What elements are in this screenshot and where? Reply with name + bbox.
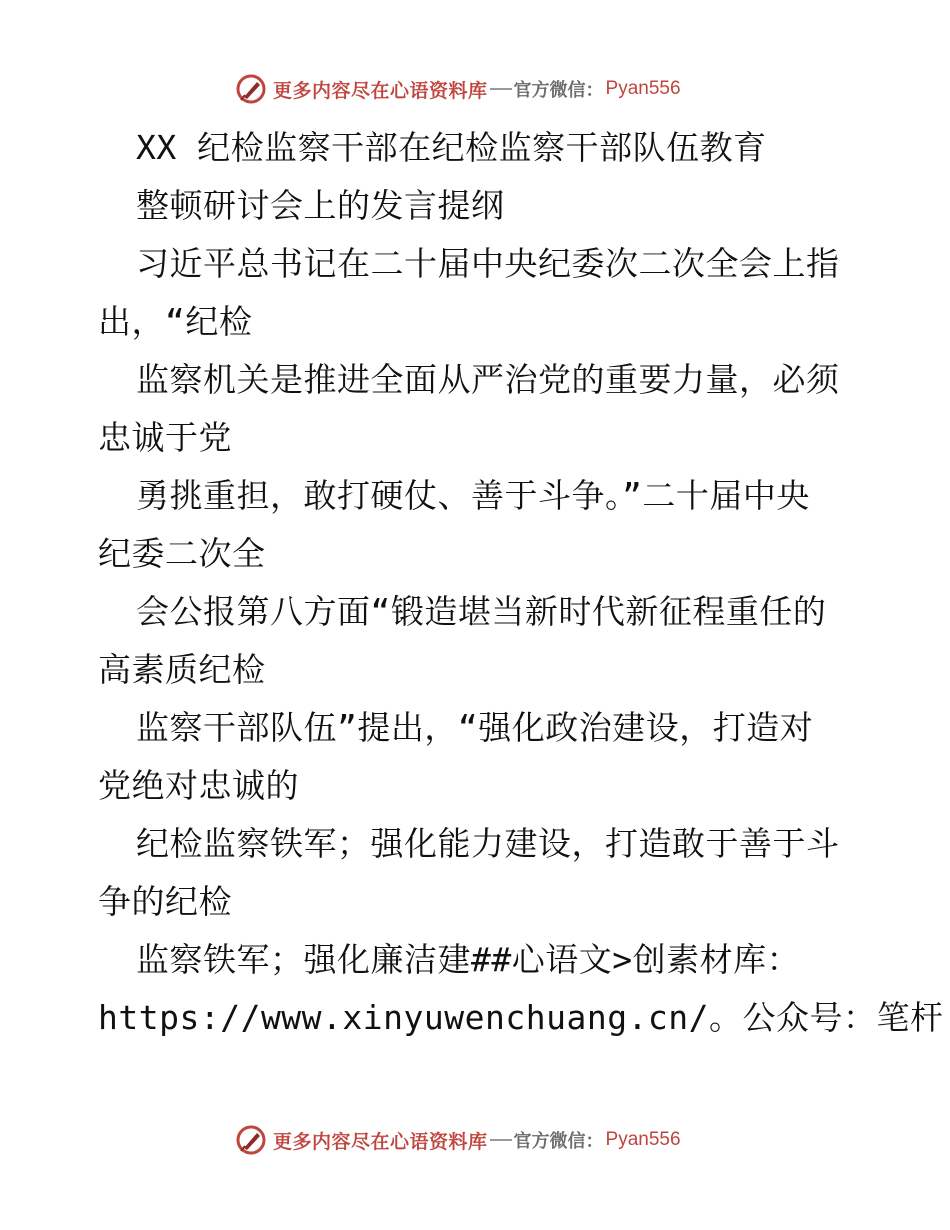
body-line: 争的纪检: [98, 882, 232, 921]
body-line: 党绝对忠诚的: [98, 766, 299, 805]
body-line: 习近平总书记在二十届中央纪委次二次全会上指: [136, 244, 840, 283]
watermark-id: Pyan556: [605, 78, 681, 99]
header-watermark: [235, 72, 681, 106]
watermark-label: 官方微信：: [513, 80, 604, 101]
title-line-1: XX 纪检监察干部在纪检监察干部队伍教育: [136, 128, 767, 167]
watermark-id: Pyan556: [605, 1129, 681, 1150]
body-line: 勇挑重担，敢打硬仗、善于斗争。”二十届中央: [136, 476, 810, 515]
watermark-divider: [490, 1139, 512, 1141]
body-line: 高素质纪检: [98, 650, 266, 689]
body-line: 忠诚于党: [98, 418, 232, 457]
watermark-divider: [490, 88, 512, 90]
document-body: [98, 119, 944, 1047]
watermark-label: 官方微信：: [513, 1131, 604, 1152]
body-line: 纪检监察铁军；强化能力建设，打造敢于善于斗: [136, 824, 840, 863]
footer-watermark: [235, 1123, 681, 1157]
body-line: 会公报第八方面“锻造堪当新时代新征程重任的: [136, 592, 827, 631]
body-line: 监察机关是推进全面从严治党的重要力量，必须: [136, 360, 840, 399]
title-line-2: 整顿研讨会上的发言提纲: [136, 186, 505, 225]
watermark-text: 更多内容尽在心语资料库: [273, 1130, 488, 1153]
body-line: 出，“纪检: [98, 302, 253, 341]
watermark-text: 更多内容尽在心语资料库: [273, 79, 488, 102]
body-line: 监察干部队伍”提出，“强化政治建设，打造对: [136, 708, 814, 747]
url-line: https://www.xinyuwenchuang.cn/。公众号：笔杆: [98, 998, 944, 1037]
quill-logo-icon: [235, 1124, 267, 1156]
quill-logo-icon: [235, 73, 267, 105]
body-line: 监察铁军；强化廉洁建##心语文>创素材库：: [136, 940, 801, 979]
body-line: 纪委二次全: [98, 534, 266, 573]
